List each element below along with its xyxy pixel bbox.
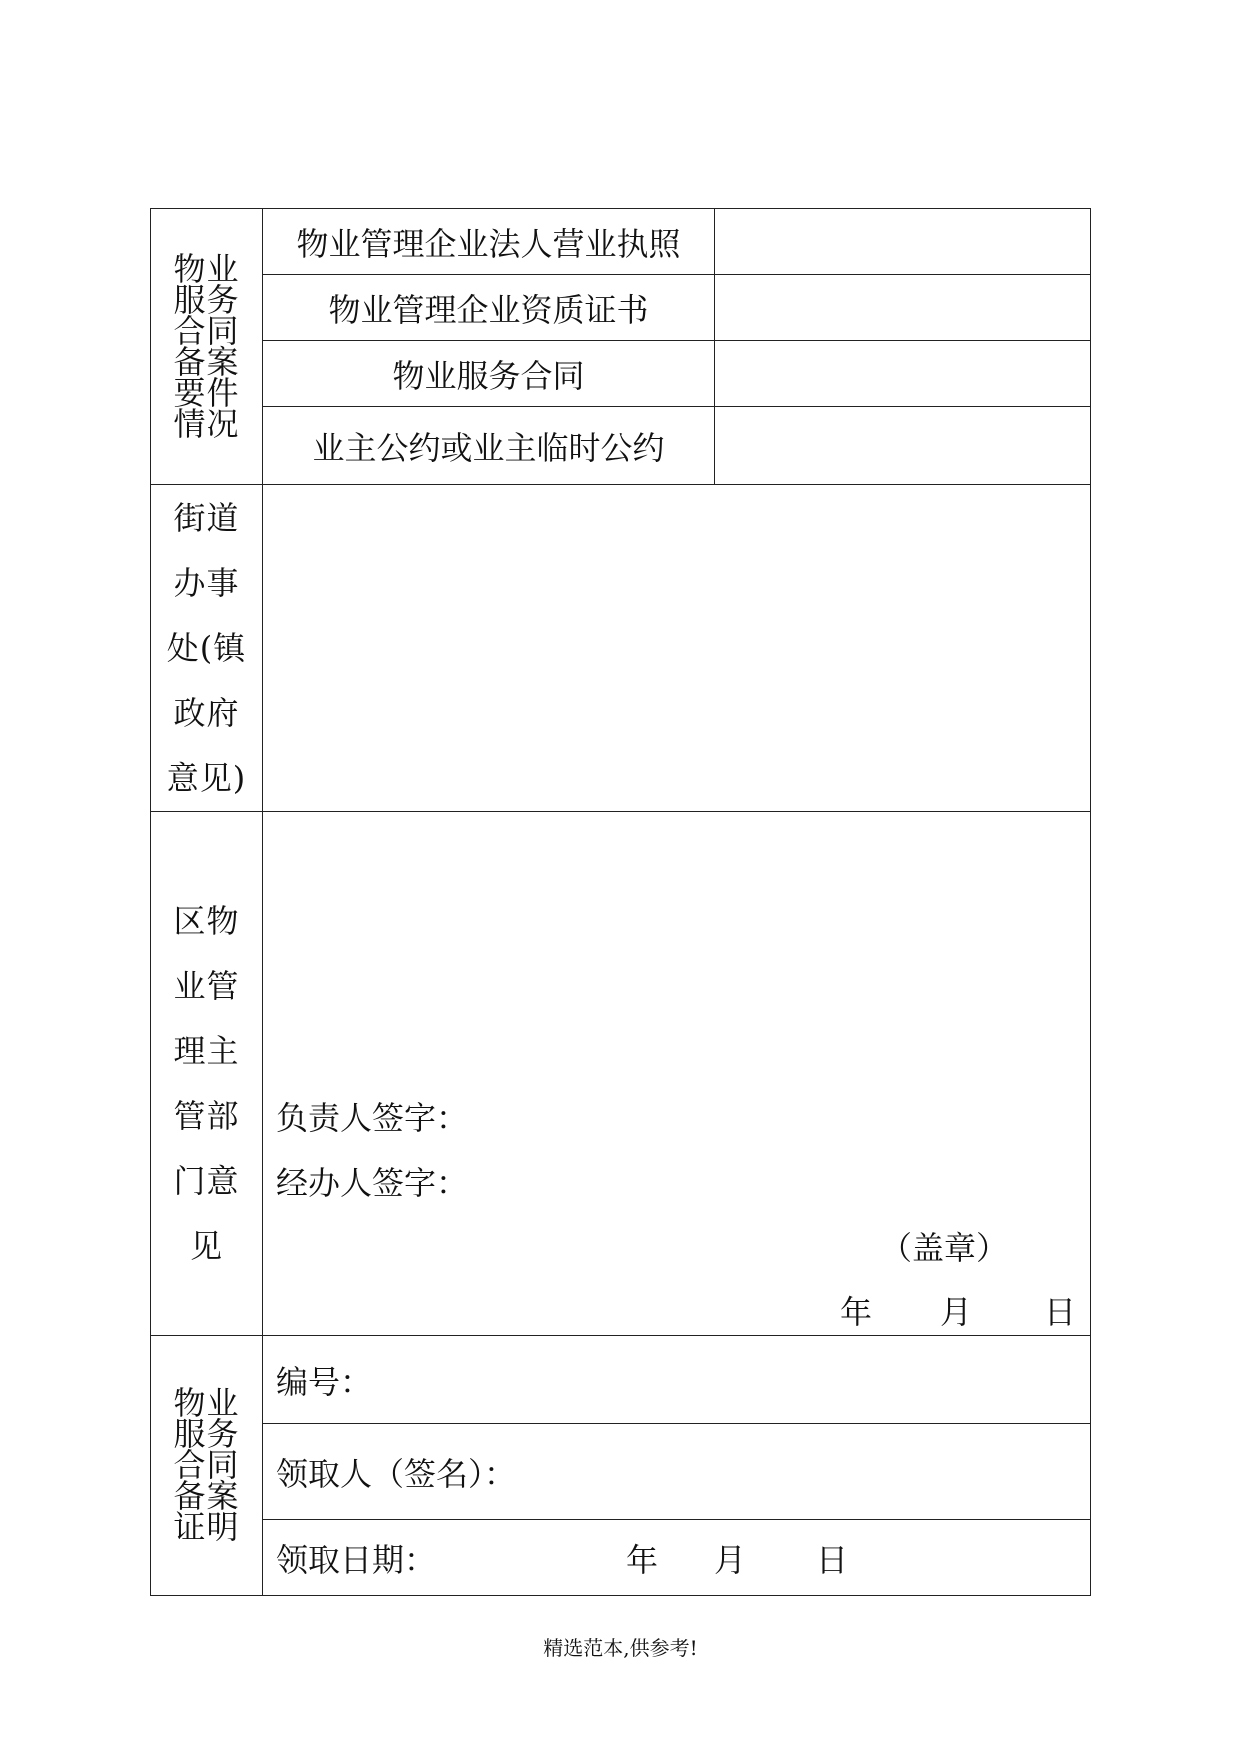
leader-signature-label: 负责人签字： — [276, 1099, 469, 1137]
owner-covenant-status-cell[interactable] — [715, 407, 1091, 485]
month-label: 月 — [939, 1293, 972, 1331]
business-license-status-cell[interactable] — [715, 209, 1091, 275]
item-business-license: 物业管理企业法人营业执照 — [263, 209, 715, 275]
stamp-label: （盖章） — [879, 1229, 1008, 1267]
label-line: 证明 — [173, 1508, 240, 1546]
item-service-contract: 物业服务合同 — [263, 341, 715, 407]
page-footer: 精选范本,供参考! — [543, 1636, 698, 1660]
label-line: 合同 — [173, 1446, 240, 1484]
district-date — [840, 1287, 1076, 1333]
label-line: 处(镇 — [166, 628, 247, 667]
label-line: 见 — [189, 1226, 223, 1265]
item-owner-covenant: 业主公约或业主临时公约 — [263, 407, 715, 485]
receive-date-field[interactable] — [263, 1520, 1091, 1596]
label-line: 备案 — [173, 1477, 240, 1515]
street-office-opinion-field[interactable] — [263, 485, 1091, 812]
qualification-status-cell[interactable] — [715, 275, 1091, 341]
certificate-number-label: 编号： — [276, 1362, 373, 1401]
certificate-label — [151, 1384, 262, 1546]
requirements-label-cell — [151, 209, 263, 485]
item-qualification-certificate: 物业管理企业资质证书 — [263, 275, 715, 341]
label-line: 物业 — [173, 1384, 240, 1422]
label-line: 区物 — [173, 901, 240, 940]
day-label: 日 — [816, 1540, 849, 1579]
label-line: 合同 — [173, 311, 240, 350]
label-line: 门意 — [173, 1161, 240, 1200]
service-contract-status-cell[interactable] — [715, 341, 1091, 407]
label-line: 服务 — [173, 280, 240, 319]
label-line: 业管 — [173, 966, 240, 1005]
label-line: 政府 — [173, 693, 240, 732]
label-line: 物业 — [173, 249, 240, 288]
year-label: 年 — [626, 1540, 659, 1579]
year-label: 年 — [839, 1293, 872, 1331]
requirements-label — [151, 249, 262, 443]
certificate-number-field[interactable] — [263, 1336, 1091, 1424]
label-line: 服务 — [173, 1415, 240, 1453]
receive-date-label: 领取日期： — [276, 1540, 437, 1579]
street-office-label — [151, 486, 262, 811]
receiver-signature-field[interactable] — [263, 1424, 1091, 1520]
street-office-label-cell — [151, 485, 263, 812]
label-line: 要件 — [173, 373, 240, 412]
label-line: 备案 — [173, 342, 240, 381]
district-dept-opinion-field[interactable] — [263, 812, 1091, 1336]
district-dept-label-cell — [151, 812, 263, 1336]
district-dept-label — [151, 889, 262, 1279]
month-label: 月 — [714, 1540, 747, 1579]
filing-form-table — [150, 208, 1091, 1596]
handler-signature-label: 经办人签字： — [276, 1164, 469, 1202]
receiver-label: 领取人（签名）： — [276, 1454, 517, 1493]
label-line: 意见) — [166, 758, 247, 797]
day-label: 日 — [1043, 1293, 1076, 1331]
certificate-label-cell — [151, 1336, 263, 1596]
label-line: 情况 — [173, 404, 240, 443]
label-line: 街道 — [173, 498, 240, 537]
label-line: 办事 — [173, 563, 240, 602]
label-line: 管部 — [173, 1096, 240, 1135]
label-line: 理主 — [173, 1031, 240, 1070]
